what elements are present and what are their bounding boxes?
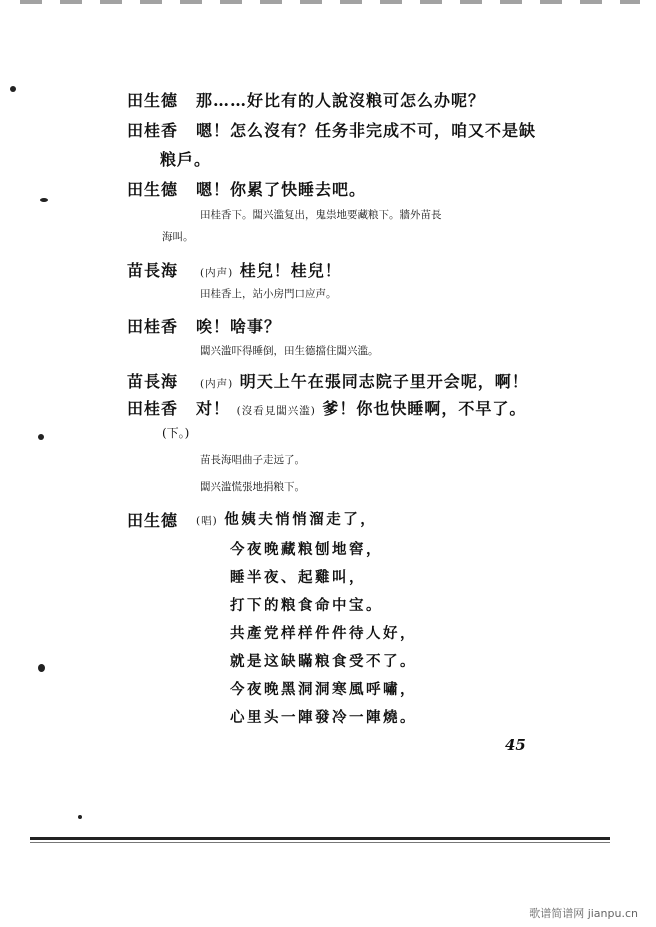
aside: (沒看見闆兴滥): [236, 405, 316, 417]
speaker: 苗長海: [127, 261, 179, 280]
dialogue: 嗯！你累了快睡去吧。: [196, 180, 367, 199]
speaker: 田桂香: [127, 317, 179, 336]
aside: (内声): [200, 378, 234, 390]
scan-speck: [10, 86, 16, 92]
top-edge-marks: [20, 0, 640, 4]
stage-direction: 苗長海唱曲子走远了。: [200, 454, 305, 466]
bottom-rule: [30, 837, 610, 840]
song-line: 今夜晚藏粮刨地窖，: [230, 541, 383, 558]
stage-direction: 田桂香下。闆兴滥复出，鬼祟地要藏粮下。牆外苗長: [200, 209, 442, 221]
stage-direction: 闆兴滥吓得睡倒，田生德擋住闆兴滥。: [200, 345, 379, 357]
stage-direction: (下。): [162, 426, 190, 440]
aside: (唱): [196, 515, 218, 527]
bottom-rule-thin: [30, 842, 610, 843]
dialogue: 粮戶。: [160, 150, 212, 169]
speaker: 田生德: [127, 91, 179, 110]
dialogue-text-before: 对！: [196, 399, 231, 418]
dialogue: 嗯！怎么沒有？任务非完成不可，咱又不是缺: [196, 121, 537, 140]
song-line: 睡半夜、起雞叫，: [230, 569, 366, 586]
scan-speck: [38, 664, 45, 672]
speaker: 田桂香: [127, 399, 179, 418]
speaker: 田桂香: [127, 121, 179, 140]
song-line: 心里头一陣發冷一陣燒。: [230, 709, 417, 726]
speaker: 苗長海: [127, 372, 179, 391]
watermark: 歌谱简谱网 jianpu.cn: [529, 907, 638, 920]
stage-direction: 闆兴滥慌張地捐粮下。: [200, 481, 305, 493]
dialogue: [196, 396, 526, 419]
song-line: 打下的粮食命中宝。: [230, 597, 383, 614]
stage-direction: 田桂香上，站小房門口应声。: [200, 288, 337, 300]
speaker: 田生德: [127, 511, 179, 530]
song-line: 今夜晚黑洞洞寒風呼嘯，: [230, 681, 417, 698]
dialogue-text: 他姨夫悄悄溜走了，: [224, 511, 378, 528]
dialogue-text: 爹！你也快睡啊，不早了。: [322, 399, 527, 418]
stage-direction: 海叫。: [162, 231, 194, 243]
dialogue-text: 桂兒！桂兒！: [239, 261, 342, 280]
scan-speck: [78, 815, 82, 819]
dialogue: [196, 508, 377, 529]
scan-speck: [40, 198, 48, 202]
aside: (内声): [200, 267, 234, 279]
dialogue: [200, 369, 529, 392]
scan-speck: [38, 434, 44, 440]
song-line: 共產党样样件件待人好，: [230, 625, 417, 642]
dialogue: 那……好比有的人說沒粮可怎么办呢？: [196, 91, 486, 110]
dialogue-text: 明天上午在張同志院子里开会呢，啊！: [239, 372, 529, 391]
song-line: 就是这缺瞞粮食受不了。: [230, 653, 417, 670]
dialogue: [200, 258, 342, 281]
speaker: 田生德: [127, 180, 179, 199]
page-number: 45: [505, 736, 526, 754]
dialogue: 唉！啥事？: [196, 317, 282, 336]
